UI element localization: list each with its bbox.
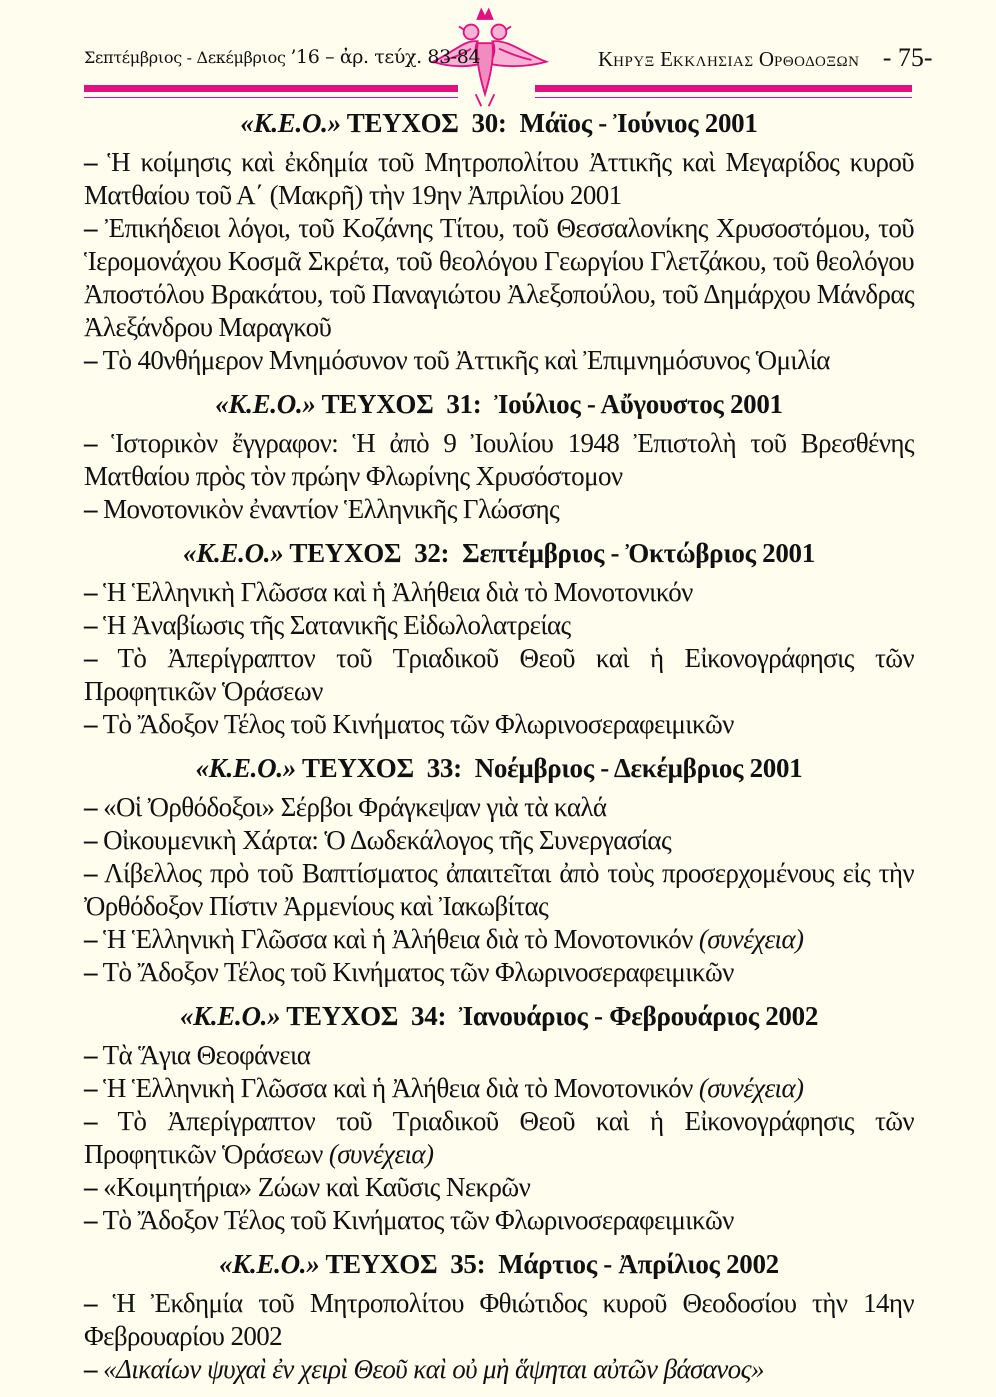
article-entry [84, 1072, 914, 1105]
journal-word-3-cap: Ο [758, 47, 774, 71]
header-rule-thick-left [84, 85, 458, 92]
article-entry [84, 344, 914, 377]
article-entry [84, 1204, 914, 1237]
entry-dash: – [84, 213, 97, 243]
issue-months: Σεπτέμβριος - Δεκέμβριος [84, 48, 286, 67]
issue-title: ΤΕΥΧΟΣ 30: Μάϊος - Ἰούνιος 2001 [346, 108, 758, 138]
article-entry [84, 609, 914, 642]
journal-title-line [598, 43, 933, 73]
issue-title: ΤΕΥΧΟΣ 35: Μάρτιος - Ἀπρίλιος 2002 [325, 1249, 779, 1279]
article-entry [84, 791, 914, 824]
entry-title: «Οἱ Ὀρθόδοξοι» Σέρβοι Φράγκεψαν γιὰ τὰ καλά [103, 792, 607, 822]
issue-section [84, 106, 914, 377]
issue-section [84, 1247, 914, 1386]
entry-dash: – [84, 1354, 97, 1384]
page-number: - 75- [882, 43, 933, 72]
article-entry [84, 1105, 914, 1171]
entry-dash: – [84, 643, 97, 673]
article-entry [84, 708, 914, 741]
entry-dash: – [84, 428, 97, 458]
entry-title: «Κοιμητήρια» Ζώων καὶ Καῦσις Νεκρῶν [103, 1172, 531, 1202]
issue-date-line [84, 46, 480, 68]
issue-section [84, 387, 914, 526]
entry-title: Ἱστορικὸν ἔγγραφον: Ἡ ἀπὸ 9 Ἰουλίου 1948 Ἐπιστολὴ τοῦ Βρεσθένης Ματθαίου πρὸς τὸν πρώην Φλωρίνης Χρυσόστομον [84, 428, 914, 491]
entry-dash: – [84, 610, 97, 640]
article-entry [84, 1171, 914, 1204]
entry-title: Τὰ Ἅγια Θεοφάνεια [102, 1040, 311, 1070]
entry-title: Τὸ Ἄδοξον Τέλος τοῦ Κινήματος τῶν Φλωρινοσεραφειμικῶν [102, 709, 734, 739]
article-entry [84, 427, 914, 493]
journal-abbrev: «Κ.Ε.Ο.» [183, 538, 284, 568]
journal-abbrev: «Κ.Ε.Ο.» [219, 1249, 320, 1279]
entry-title: Μονοτονικὸν ἐναντίον Ἑλληνικῆς Γλώσσης [103, 494, 560, 524]
entry-title: Ἡ Ἐκδημία τοῦ Μητροπολίτου Φθιώτιδος κυροῦ Θεοδοσίου τὴν 14ην Φεβρουαρίου 2002 [84, 1288, 915, 1351]
issue-section [84, 536, 914, 741]
article-entry [84, 642, 914, 708]
article-entry [84, 1287, 914, 1353]
issue-heading [84, 751, 914, 785]
article-entry [84, 146, 914, 212]
article-entry [84, 857, 914, 923]
entry-title: Τὸ Ἄδοξον Τέλος τοῦ Κινήματος τῶν Φλωρινοσεραφειμικῶν [102, 957, 734, 987]
article-entry [84, 1353, 914, 1386]
entry-dash: – [84, 147, 97, 177]
issue-title: ΤΕΥΧΟΣ 31: Ἰούλιος - Αὔγουστος 2001 [321, 389, 783, 419]
entry-title: Τὸ Ἀπερίγραπτον τοῦ Τριαδικοῦ Θεοῦ καὶ ἡ Εἰκονογράφησις τῶν Προφητικῶν Ὁράσεων [84, 1106, 914, 1169]
issue-heading [84, 387, 914, 421]
issue-section [84, 751, 914, 989]
entry-title: Ἡ Ἑλληνικὴ Γλῶσσα καὶ ἡ Ἀλήθεια διὰ τὸ Μονοτονικόν [103, 1073, 693, 1103]
journal-abbrev: «Κ.Ε.Ο.» [195, 753, 296, 783]
entry-dash: – [84, 345, 97, 375]
entry-title: Ἡ Ἑλληνικὴ Γλῶσσα καὶ ἡ Ἀλήθεια διὰ τὸ Μονοτονικόν [103, 577, 693, 607]
journal-word-1-rest: ΗΡΥΞ [613, 54, 655, 70]
issue-heading [84, 536, 914, 570]
entry-dash: – [84, 1288, 97, 1318]
entry-title: Ἡ Ἑλληνικὴ Γλῶσσα καὶ ἡ Ἀλήθεια διὰ τὸ Μονοτονικόν [103, 924, 693, 954]
entry-italic-note: (συνέχεια) [698, 924, 804, 954]
journal-word-2-rest: ΚΚΛΗΣΙΑΣ [672, 54, 754, 70]
issue-title: ΤΕΥΧΟΣ 32: Σεπτέμβριος - Ὀκτώβριος 2001 [289, 538, 815, 568]
entry-title: Τὸ 40νθήμερον Μνημόσυνον τοῦ Ἀττικῆς καὶ Ἐπιμνημόσυνος Ὁμιλία [102, 345, 830, 375]
journal-title [598, 47, 865, 71]
issue-heading [84, 999, 914, 1033]
journal-abbrev: «Κ.Ε.Ο.» [240, 108, 341, 138]
entry-italic-note: «Δικαίων ψυχαὶ ἐν χειρὶ Θεοῦ καὶ οὐ μὴ ἅψηται αὐτῶν βάσανος» [103, 1354, 764, 1384]
entry-dash: – [84, 924, 97, 954]
journal-abbrev: «Κ.Ε.Ο.» [215, 389, 316, 419]
entry-title: Ἡ κοίμησις καὶ ἐκδημία τοῦ Μητροπολίτου Ἀττικῆς καὶ Μεγαρίδος κυροῦ Ματθαίου τοῦ Α΄ (Μακρῆ) τὴν 19ην Ἀπριλίου 2001 [84, 147, 915, 210]
entry-title: Τὸ Ἄδοξον Τέλος τοῦ Κινήματος τῶν Φλωρινοσεραφειμικῶν [102, 1205, 734, 1235]
issue-section [84, 999, 914, 1237]
article-entry [84, 576, 914, 609]
entry-dash: – [84, 1073, 97, 1103]
entry-title: Λίβελλος πρὸ τοῦ Βαπτίσματος ἀπαιτεῖται ἀπὸ τοὺς προσερχομένους εἰς τὴν Ὀρθόδοξον Πίστιν Ἀρμενίους καὶ Ἰακωβίτας [84, 858, 915, 921]
entry-dash: – [84, 957, 97, 987]
entry-title: Ἐπικήδειοι λόγοι, τοῦ Κοζάνης Τίτου, τοῦ Θεσσαλονίκης Χρυσοστόμου, τοῦ Ἱερομονάχου Κοσμᾶ Σκρέτα, τοῦ θεολόγου Γεωργίου Γλετζάκου, τοῦ θεολόγου Ἀποστόλου Βρακάτου, τοῦ Παναγιώτου Ἀλεξοπούλου, τοῦ Δημάρχου Μάνδρας Ἀλεξάνδρου Μαραγκοῦ [84, 213, 914, 342]
entry-dash: – [84, 792, 97, 822]
entry-dash: – [84, 825, 97, 855]
running-header [0, 0, 996, 110]
entry-title: Οἰκουμενικὴ Χάρτα: Ὁ Δωδεκάλογος τῆς Συνεργασίας [103, 825, 672, 855]
issue-number: ’16 – ἀρ. τεύχ. 83-84 [290, 46, 481, 68]
entry-title: Ἡ Ἀναβίωσις τῆς Σατανικῆς Εἰδωλολατρείας [103, 610, 571, 640]
entry-dash: – [84, 1106, 97, 1136]
entry-title: Τὸ Ἀπερίγραπτον τοῦ Τριαδικοῦ Θεοῦ καὶ ἡ Εἰκονογράφησις τῶν Προφητικῶν Ὁράσεων [84, 643, 914, 706]
entry-dash: – [84, 494, 97, 524]
article-entry [84, 956, 914, 989]
journal-word-3-rest: ΡΘΟΔΟΞΩΝ [774, 54, 860, 70]
entry-dash: – [84, 1205, 97, 1235]
journal-word-2-cap: Ε [660, 47, 673, 71]
journal-word-1-cap: Κ [598, 47, 614, 71]
issue-title: ΤΕΥΧΟΣ 34: Ἰανουάριος - Φεβρουάριος 2002 [286, 1001, 819, 1031]
entry-italic-note: (συνέχεια) [698, 1073, 804, 1103]
issue-heading [84, 1247, 914, 1281]
article-entry [84, 1039, 914, 1072]
issue-title: ΤΕΥΧΟΣ 33: Νοέμβριος - Δεκέμβριος 2001 [301, 753, 803, 783]
issue-index-content [84, 96, 914, 1386]
journal-abbrev: «Κ.Ε.Ο.» [179, 1001, 281, 1031]
article-entry [84, 824, 914, 857]
article-entry [84, 923, 914, 956]
article-entry [84, 493, 914, 526]
entry-dash: – [84, 1040, 97, 1070]
article-entry [84, 212, 914, 344]
header-rule-thick-right [535, 85, 912, 92]
entry-dash: – [84, 1172, 97, 1202]
entry-italic-note: (συνέχεια) [328, 1139, 434, 1169]
entry-dash: – [84, 709, 97, 739]
entry-dash: – [84, 858, 97, 888]
entry-dash: – [84, 577, 97, 607]
